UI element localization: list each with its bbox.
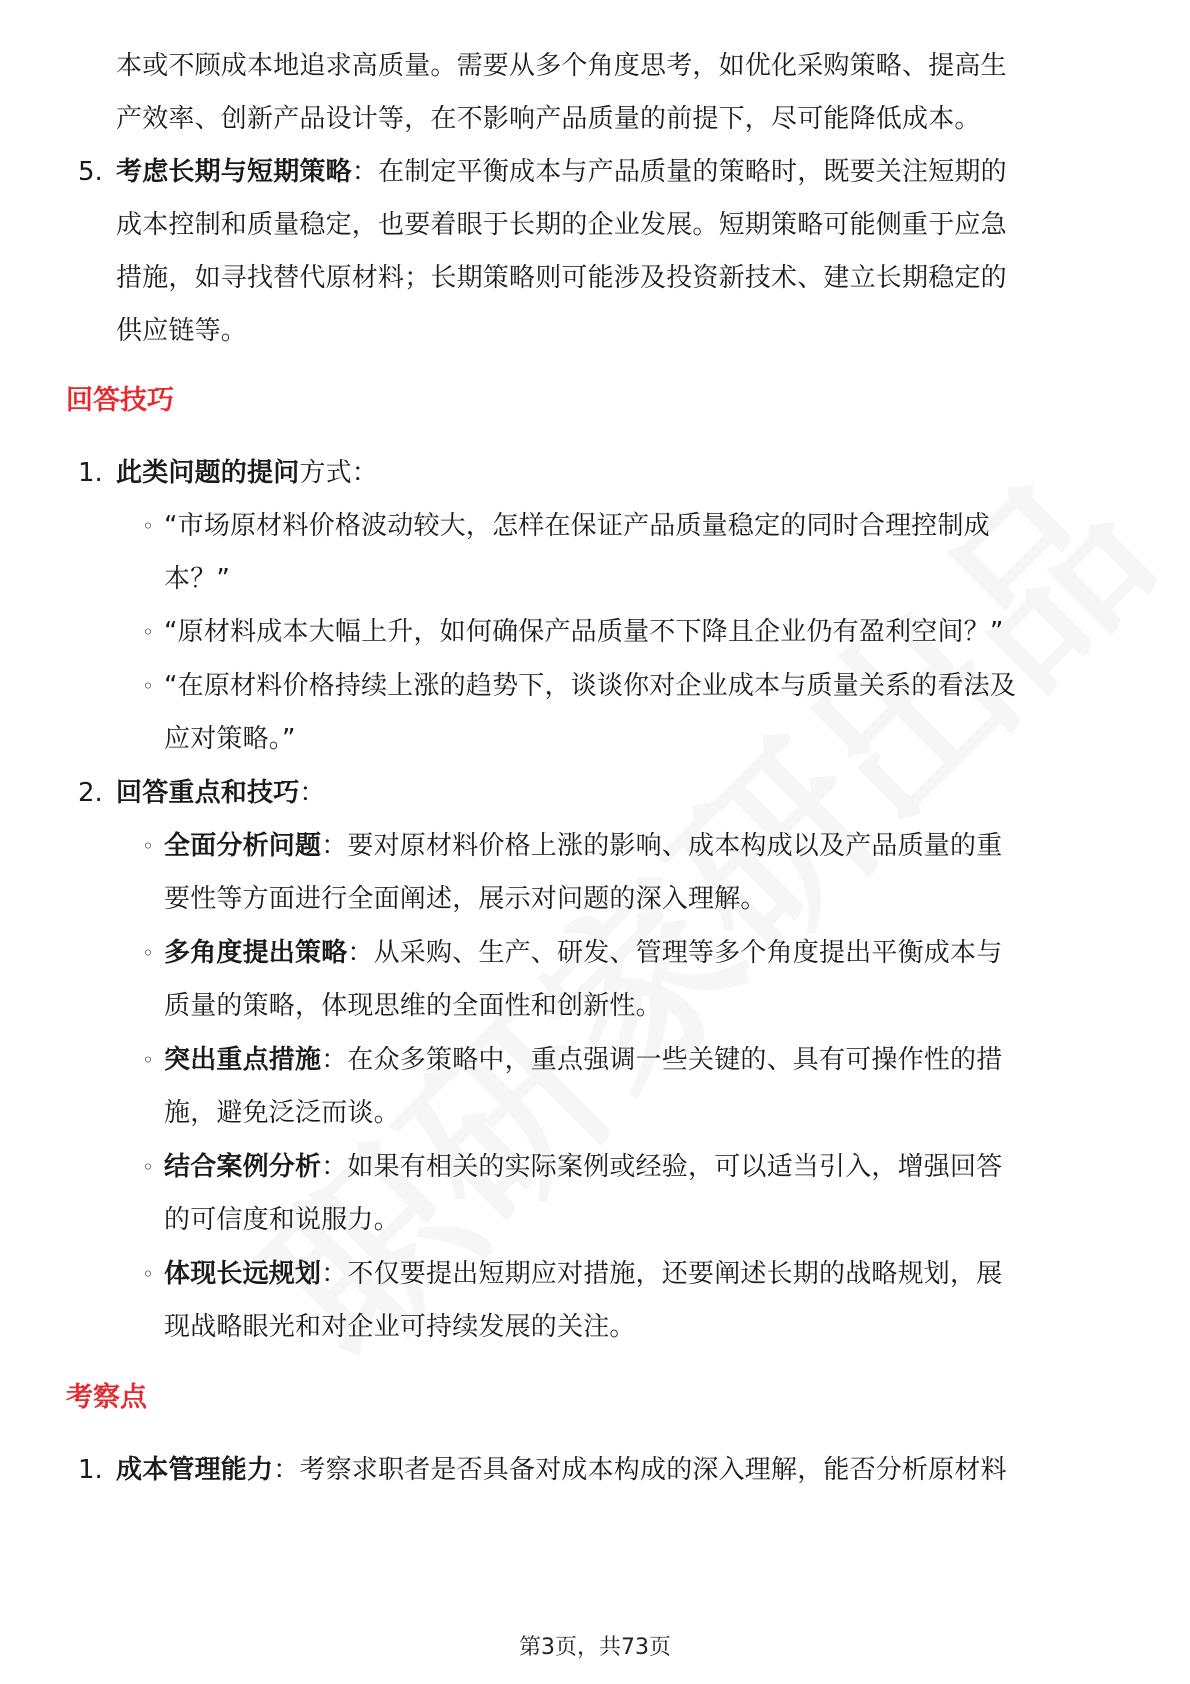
tip-item xyxy=(164,1149,1002,1185)
bullet-icon: ◦ xyxy=(142,620,154,644)
bullet-icon: ◦ xyxy=(142,514,154,538)
question-text: 应对策略。” xyxy=(164,724,296,754)
section-heading: 考察点 xyxy=(66,1382,147,1413)
list-item-title: 回答重点和技巧 xyxy=(116,778,300,808)
bullet-icon: ◦ xyxy=(142,834,154,858)
list-number: 1. xyxy=(78,1455,103,1485)
tip-text: 质量的策略，体现思维的全面性和创新性。 xyxy=(164,991,662,1021)
list-item-text: 方式： xyxy=(299,458,379,488)
text-line: 成本控制和质量稳定，也要着眼于长期的企业发展。短期策略可能侧重于应急 xyxy=(116,210,1007,240)
tip-title: 突出重点措施 xyxy=(164,1045,322,1075)
text-line: 产效率、创新产品设计等，在不影响产品质量的前提下，尽可能降低成本。 xyxy=(116,104,981,134)
tip-title: 多角度提出策略 xyxy=(164,938,348,968)
question-text: 本？” xyxy=(164,564,231,594)
bullet-icon: ◦ xyxy=(142,941,154,965)
page-footer: 第3页，共73页 xyxy=(519,1635,671,1660)
tip-text: 的可信度和说服力。 xyxy=(164,1205,400,1235)
tip-text: ：要对原材料价格上涨的影响、成本构成以及产品质量的重 xyxy=(321,831,1003,861)
question-text: “市场原材料价格波动较大，怎样在保证产品质量稳定的同时合理控制成 xyxy=(164,511,990,541)
question-text: “原材料成本大幅上升，如何确保产品质量不下降且企业仍有盈利空间？” xyxy=(164,617,1004,647)
list-item xyxy=(116,775,326,811)
tip-title: 结合案例分析 xyxy=(164,1152,322,1182)
tip-text: ：不仅要提出短期应对措施，还要阐述长期的战略规划，展 xyxy=(321,1259,1003,1289)
tip-item xyxy=(164,828,1002,864)
bullet-icon: ◦ xyxy=(142,1262,154,1286)
question-text: “在原材料价格持续上涨的趋势下，谈谈你对企业成本与质量关系的看法及 xyxy=(164,671,1017,701)
list-item-text: ：考察求职者是否具备对成本构成的深入理解，能否分析原材料 xyxy=(273,1455,1007,1485)
list-number: 1. xyxy=(78,458,103,488)
tip-text: ：从采购、生产、研发、管理等多个角度提出平衡成本与 xyxy=(347,938,1003,968)
list-item xyxy=(116,154,1007,190)
text-line: 本或不顾成本地追求高质量。需要从多个角度思考，如优化采购策略、提高生 xyxy=(116,51,1007,81)
tip-text: 施，避免泛泛而谈。 xyxy=(164,1098,400,1128)
list-number: 2. xyxy=(78,778,103,808)
list-item-text: ： xyxy=(299,778,326,808)
list-item-title: 成本管理能力 xyxy=(116,1455,274,1485)
bullet-icon: ◦ xyxy=(142,674,154,698)
bullet-icon: ◦ xyxy=(142,1155,154,1179)
tip-text: ：如果有相关的实际案例或经验，可以适当引入，增强回答 xyxy=(321,1152,1003,1182)
bullet-icon: ◦ xyxy=(142,1048,154,1072)
section-heading: 回答技巧 xyxy=(66,385,174,416)
text-line: 供应链等。 xyxy=(116,316,248,346)
text-line: 措施，如寻找替代原材料；长期策略则可能涉及投资新技术、建立长期稳定的 xyxy=(116,263,1007,293)
tip-text: 要性等方面进行全面阐述，展示对问题的深入理解。 xyxy=(164,884,767,914)
tip-item xyxy=(164,1042,1002,1078)
tip-text: 现战略眼光和对企业可持续发展的关注。 xyxy=(164,1312,636,1342)
list-number: 5. xyxy=(78,157,103,187)
tip-item xyxy=(164,935,1002,971)
list-item-text: ：在制定平衡成本与产品质量的策略时，既要关注短期的 xyxy=(351,157,1007,187)
list-item-title: 考虑长期与短期策略 xyxy=(116,157,352,187)
tip-title: 体现长远规划 xyxy=(164,1259,322,1289)
tip-text: ：在众多策略中，重点强调一些关键的、具有可操作性的措 xyxy=(321,1045,1003,1075)
list-item xyxy=(116,455,378,491)
list-item-title: 此类问题的提问 xyxy=(116,458,300,488)
tip-title: 全面分析问题 xyxy=(164,831,322,861)
tip-item xyxy=(164,1256,1002,1292)
list-item xyxy=(116,1452,1007,1488)
